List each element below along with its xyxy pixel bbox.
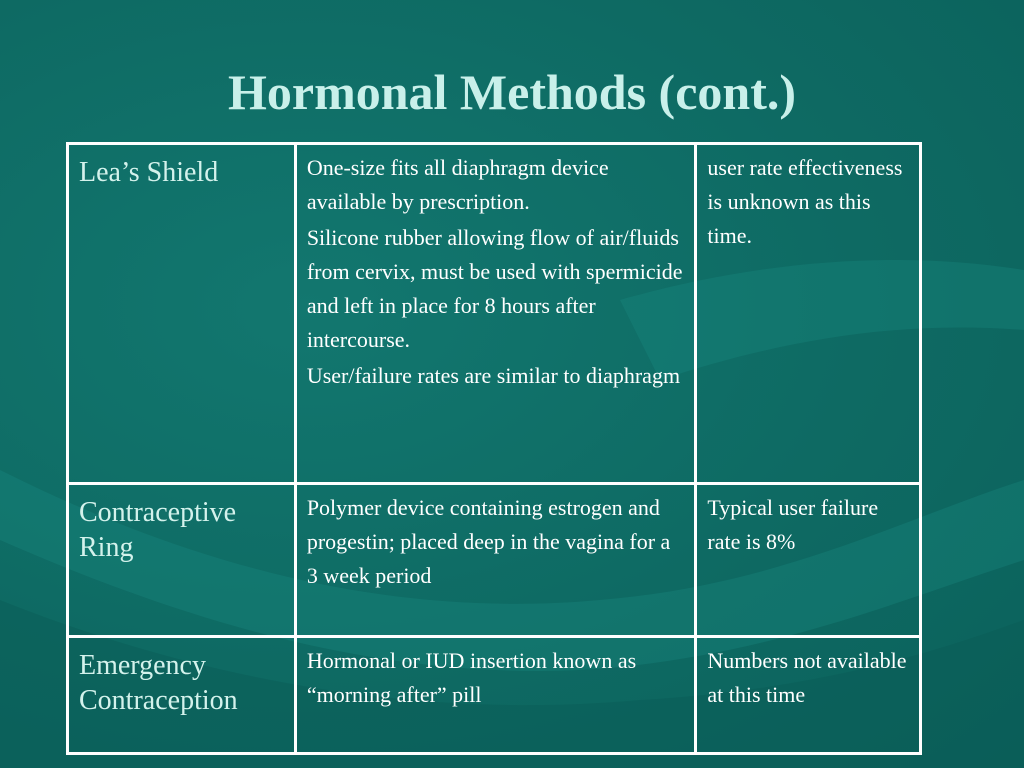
description-cell xyxy=(295,144,696,484)
effectiveness-cell: user rate effectiveness is unknown as this time. xyxy=(696,144,921,484)
method-cell: Lea’s Shield xyxy=(68,144,296,484)
description-paragraph: Silicone rubber allowing flow of air/fluids from cervix, must be used with spermicide and left in place for 8 hours after intercourse. xyxy=(306,225,683,352)
method-cell: Emergency Contraception xyxy=(68,637,296,754)
table-row xyxy=(68,144,921,484)
description-cell xyxy=(295,637,696,754)
method-cell: Contraceptive Ring xyxy=(68,484,296,637)
slide-title: Hormonal Methods (cont.) xyxy=(228,64,796,120)
description-paragraph: Polymer device containing estrogen and progestin; placed deep in the vagina for a 3 week period xyxy=(306,495,671,588)
description-paragraph: One-size fits all diaphragm device available by prescription. xyxy=(306,155,609,214)
table-row xyxy=(68,637,921,754)
table-row xyxy=(68,484,921,637)
description-cell xyxy=(295,484,696,637)
effectiveness-cell: Numbers not available at this time xyxy=(696,637,921,754)
description-paragraph: User/failure rates are similar to diaphragm xyxy=(306,363,681,388)
methods-table xyxy=(66,142,922,755)
description-paragraph: Hormonal or IUD insertion known as “morning after” pill xyxy=(306,648,637,707)
effectiveness-cell: Typical user failure rate is 8% xyxy=(696,484,921,637)
